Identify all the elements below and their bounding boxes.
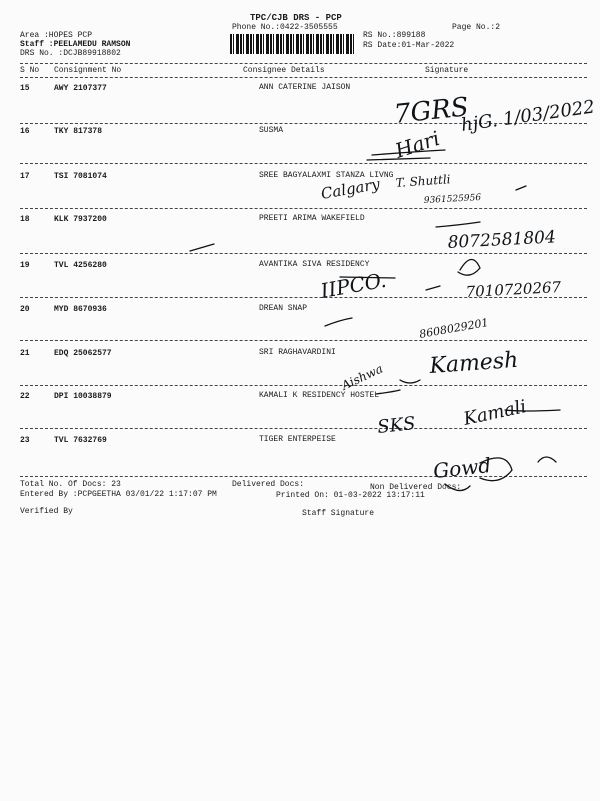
rs-number: RS No.:899188 — [363, 31, 426, 40]
row-consignee: ANN CATERINE JAISON — [259, 83, 351, 92]
signature-16: Hari — [392, 125, 443, 163]
staff-signature-label: Staff Signature — [302, 509, 375, 518]
delivered-docs: Delivered Docs: — [232, 480, 305, 489]
row-sno: 17 — [20, 172, 30, 181]
non-delivered-docs: Non Delivered Docs: — [370, 483, 462, 492]
total-docs: Total No. Of Docs: 23 — [20, 480, 121, 489]
stroke — [190, 244, 214, 251]
stroke — [426, 286, 440, 290]
drs-number: DRS No. :DCJB89918802 — [20, 49, 121, 58]
row-consignment: MYD 8670936 — [54, 305, 107, 314]
report-title: TPC/CJB DRS - PCP — [250, 13, 342, 23]
pen-strokes — [190, 150, 560, 491]
row-consignee: SRI RAGHAVARDINI — [259, 348, 336, 357]
column-header-signature: Signature — [425, 66, 469, 75]
printed-on: Printed On: 01-03-2022 13:17:11 — [276, 491, 425, 500]
stroke — [516, 186, 526, 190]
stroke — [445, 484, 470, 491]
signature-17-note: T. Shuttli — [395, 172, 451, 190]
row-sno: 22 — [20, 392, 30, 401]
signature-21-b: Kamesh — [428, 347, 520, 379]
stroke — [505, 410, 560, 411]
row-consignment: EDQ 25062577 — [54, 349, 112, 358]
signature-15: 7GRS — [392, 92, 471, 130]
row-sno: 18 — [20, 215, 30, 224]
stroke — [458, 259, 480, 275]
page-number: Page No.:2 — [452, 23, 501, 32]
row-consignment: TSI 7081074 — [54, 172, 107, 181]
verified-by: Verified By — [20, 507, 73, 516]
row-consignment: TKY 817378 — [54, 127, 103, 136]
stroke — [400, 380, 420, 383]
staff-field: Staff :PEELAMEDU RAMSON — [20, 40, 131, 49]
signature-15-date: hjG. 1/03/2022 — [459, 96, 597, 136]
row-consignment: TVL 7632769 — [54, 436, 107, 445]
row-consignee: TIGER ENTERPEISE — [259, 435, 336, 444]
stroke — [436, 222, 480, 227]
stroke — [376, 390, 400, 394]
signature-17-phone: 9361525956 — [423, 193, 482, 206]
row-sno: 21 — [20, 349, 30, 358]
signature-20-phone: 8608029201 — [418, 315, 490, 341]
column-header-consignment: Consignment No — [54, 66, 122, 75]
signature-23: Gowd — [432, 453, 493, 483]
row-sno: 15 — [20, 84, 30, 93]
signature-17: Calgary — [319, 174, 382, 203]
row-sno: 23 — [20, 436, 30, 445]
row-consignment: AWY 2107377 — [54, 84, 107, 93]
row-consignment: DPI 10038879 — [54, 392, 112, 401]
rs-date: RS Date:01-Mar-2022 — [363, 41, 455, 50]
row-consignee: SREE BAGYALAXMI STANZA LIVNG — [259, 171, 394, 180]
row-sno: 20 — [20, 305, 30, 314]
row-sno: 19 — [20, 261, 30, 270]
row-consignee: DREAN SNAP — [259, 304, 308, 313]
area-field: Area :HOPES PCP — [20, 31, 93, 40]
phone-number: Phone No.:0422-3505555 — [232, 23, 338, 32]
row-consignee: AVANTIKA SIVA RESIDENCY — [259, 260, 370, 269]
signature-19: IIPCO. — [318, 267, 389, 303]
signature-18-phone: 8072581804 — [447, 227, 557, 253]
row-consignee: KAMALI K RESIDENCY HOSTEL — [259, 391, 380, 400]
column-header-sno: S No — [20, 66, 40, 75]
stroke — [538, 457, 556, 462]
stroke — [325, 318, 352, 326]
row-consignee: SUSMA — [259, 126, 284, 135]
signature-22-b: Kamali — [461, 396, 529, 430]
signature-19-phone: 7010720267 — [465, 278, 562, 301]
entered-by: Entered By :PCPGEETHA 03/01/22 1:17:07 PM — [20, 490, 217, 499]
row-consignment: TVL 4256280 — [54, 261, 107, 270]
signature-22-a: SKS — [376, 413, 417, 438]
signature-21-a: Aishwa — [339, 361, 385, 393]
row-consignment: KLK 7937200 — [54, 215, 107, 224]
row-consignee: PREETI ARIMA WAKEFIELD — [259, 214, 365, 223]
column-header-consignee: Consignee Details — [243, 66, 325, 75]
row-sno: 16 — [20, 127, 30, 136]
